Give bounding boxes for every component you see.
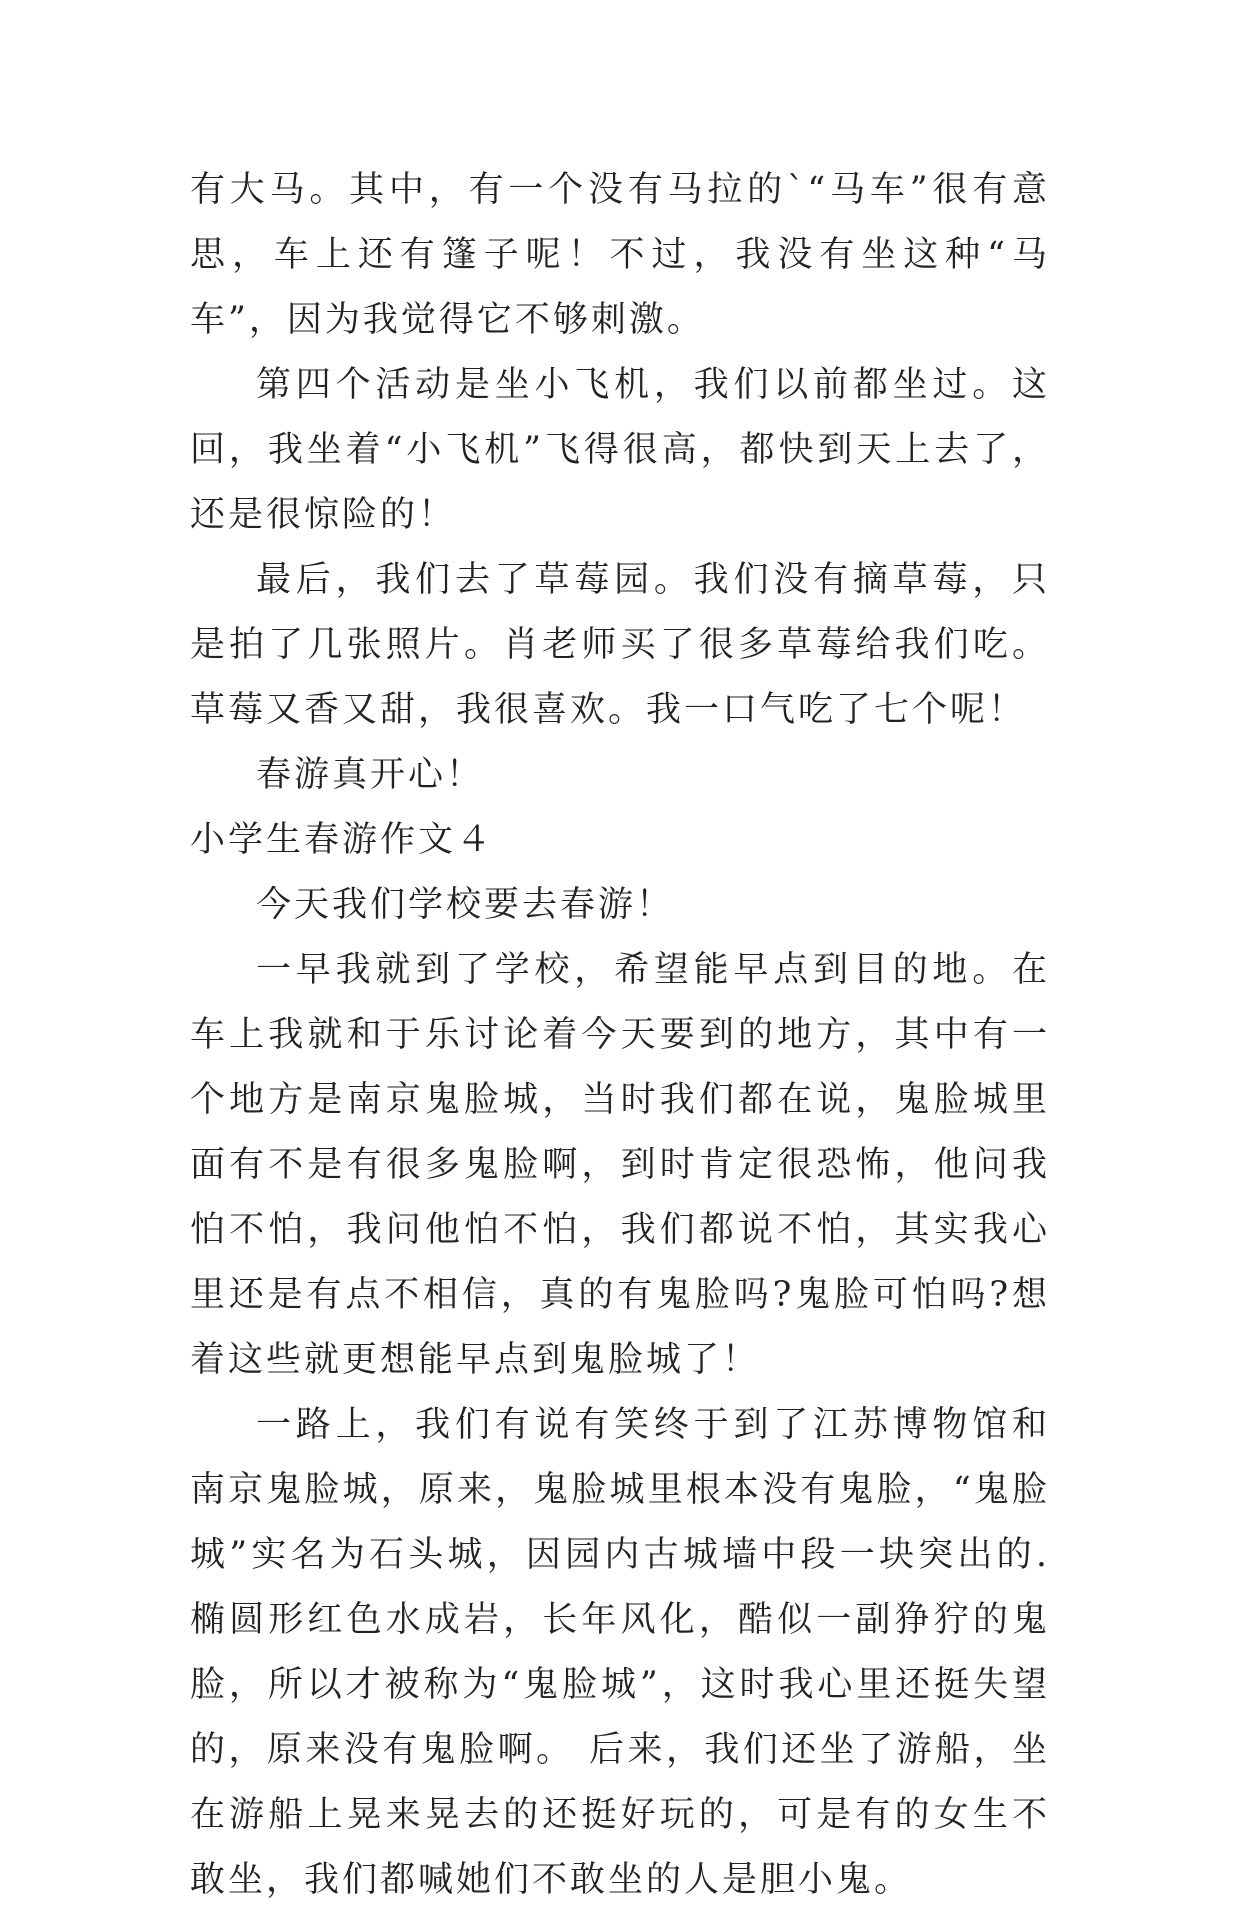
document-body (190, 158, 1050, 1913)
paragraph-ghost-face-city: 一路上，我们有说有笑终于到了江苏博物馆和南京鬼脸城，原来，鬼脸城里根本没有鬼脸，“鬼脸城”实名为石头城，因园内古城墙中段一块突出的.椭圆形红色水成岩，长年风化，酷似一副狰狞的鬼脸，所以才被称为“鬼脸城”，这时我心里还挺失望的，原来没有鬼脸啊。 后来，我们还坐了游船，坐在游船上晃来晃去的还挺好玩的，可是有的女生不敢坐，我们都喊她们不敢坐的人是胆小鬼。 (190, 1405, 1050, 1900)
paragraph-continued: 有大马。其中，有一个没有马拉的`“马车”很有意思，车上还有篷子呢！不过，我没有坐这种“马车”，因为我觉得它不够刺激。 (190, 170, 1050, 340)
paragraph-intro: 今天我们学校要去春游！ (256, 885, 675, 925)
section-title: 小学生春游作文４ (190, 820, 495, 860)
paragraph-strawberry-garden: 最后，我们去了草莓园。我们没有摘草莓，只是拍了几张照片。肖老师买了很多草莓给我们吃。草莓又香又甜，我很喜欢。我一口气吃了七个呢！ (190, 560, 1050, 730)
paragraph-arrival-school: 一早我就到了学校，希望能早点到目的地。在车上我就和于乐讨论着今天要到的地方，其中有一个地方是南京鬼脸城，当时我们都在说，鬼脸城里面有不是有很多鬼脸啊，到时肯定很恐怖，他问我怕不怕，我问他怕不怕，我们都说不怕，其实我心里还是有点不相信，真的有鬼脸吗?鬼脸可怕吗?想着这些就更想能早点到鬼脸城了！ (190, 950, 1050, 1380)
paragraph-small-plane: 第四个活动是坐小飞机，我们以前都坐过。这回，我坐着“小飞机”飞得很高，都快到天上去了，还是很惊险的！ (190, 365, 1050, 535)
paragraph-closing: 春游真开心！ (256, 755, 485, 795)
